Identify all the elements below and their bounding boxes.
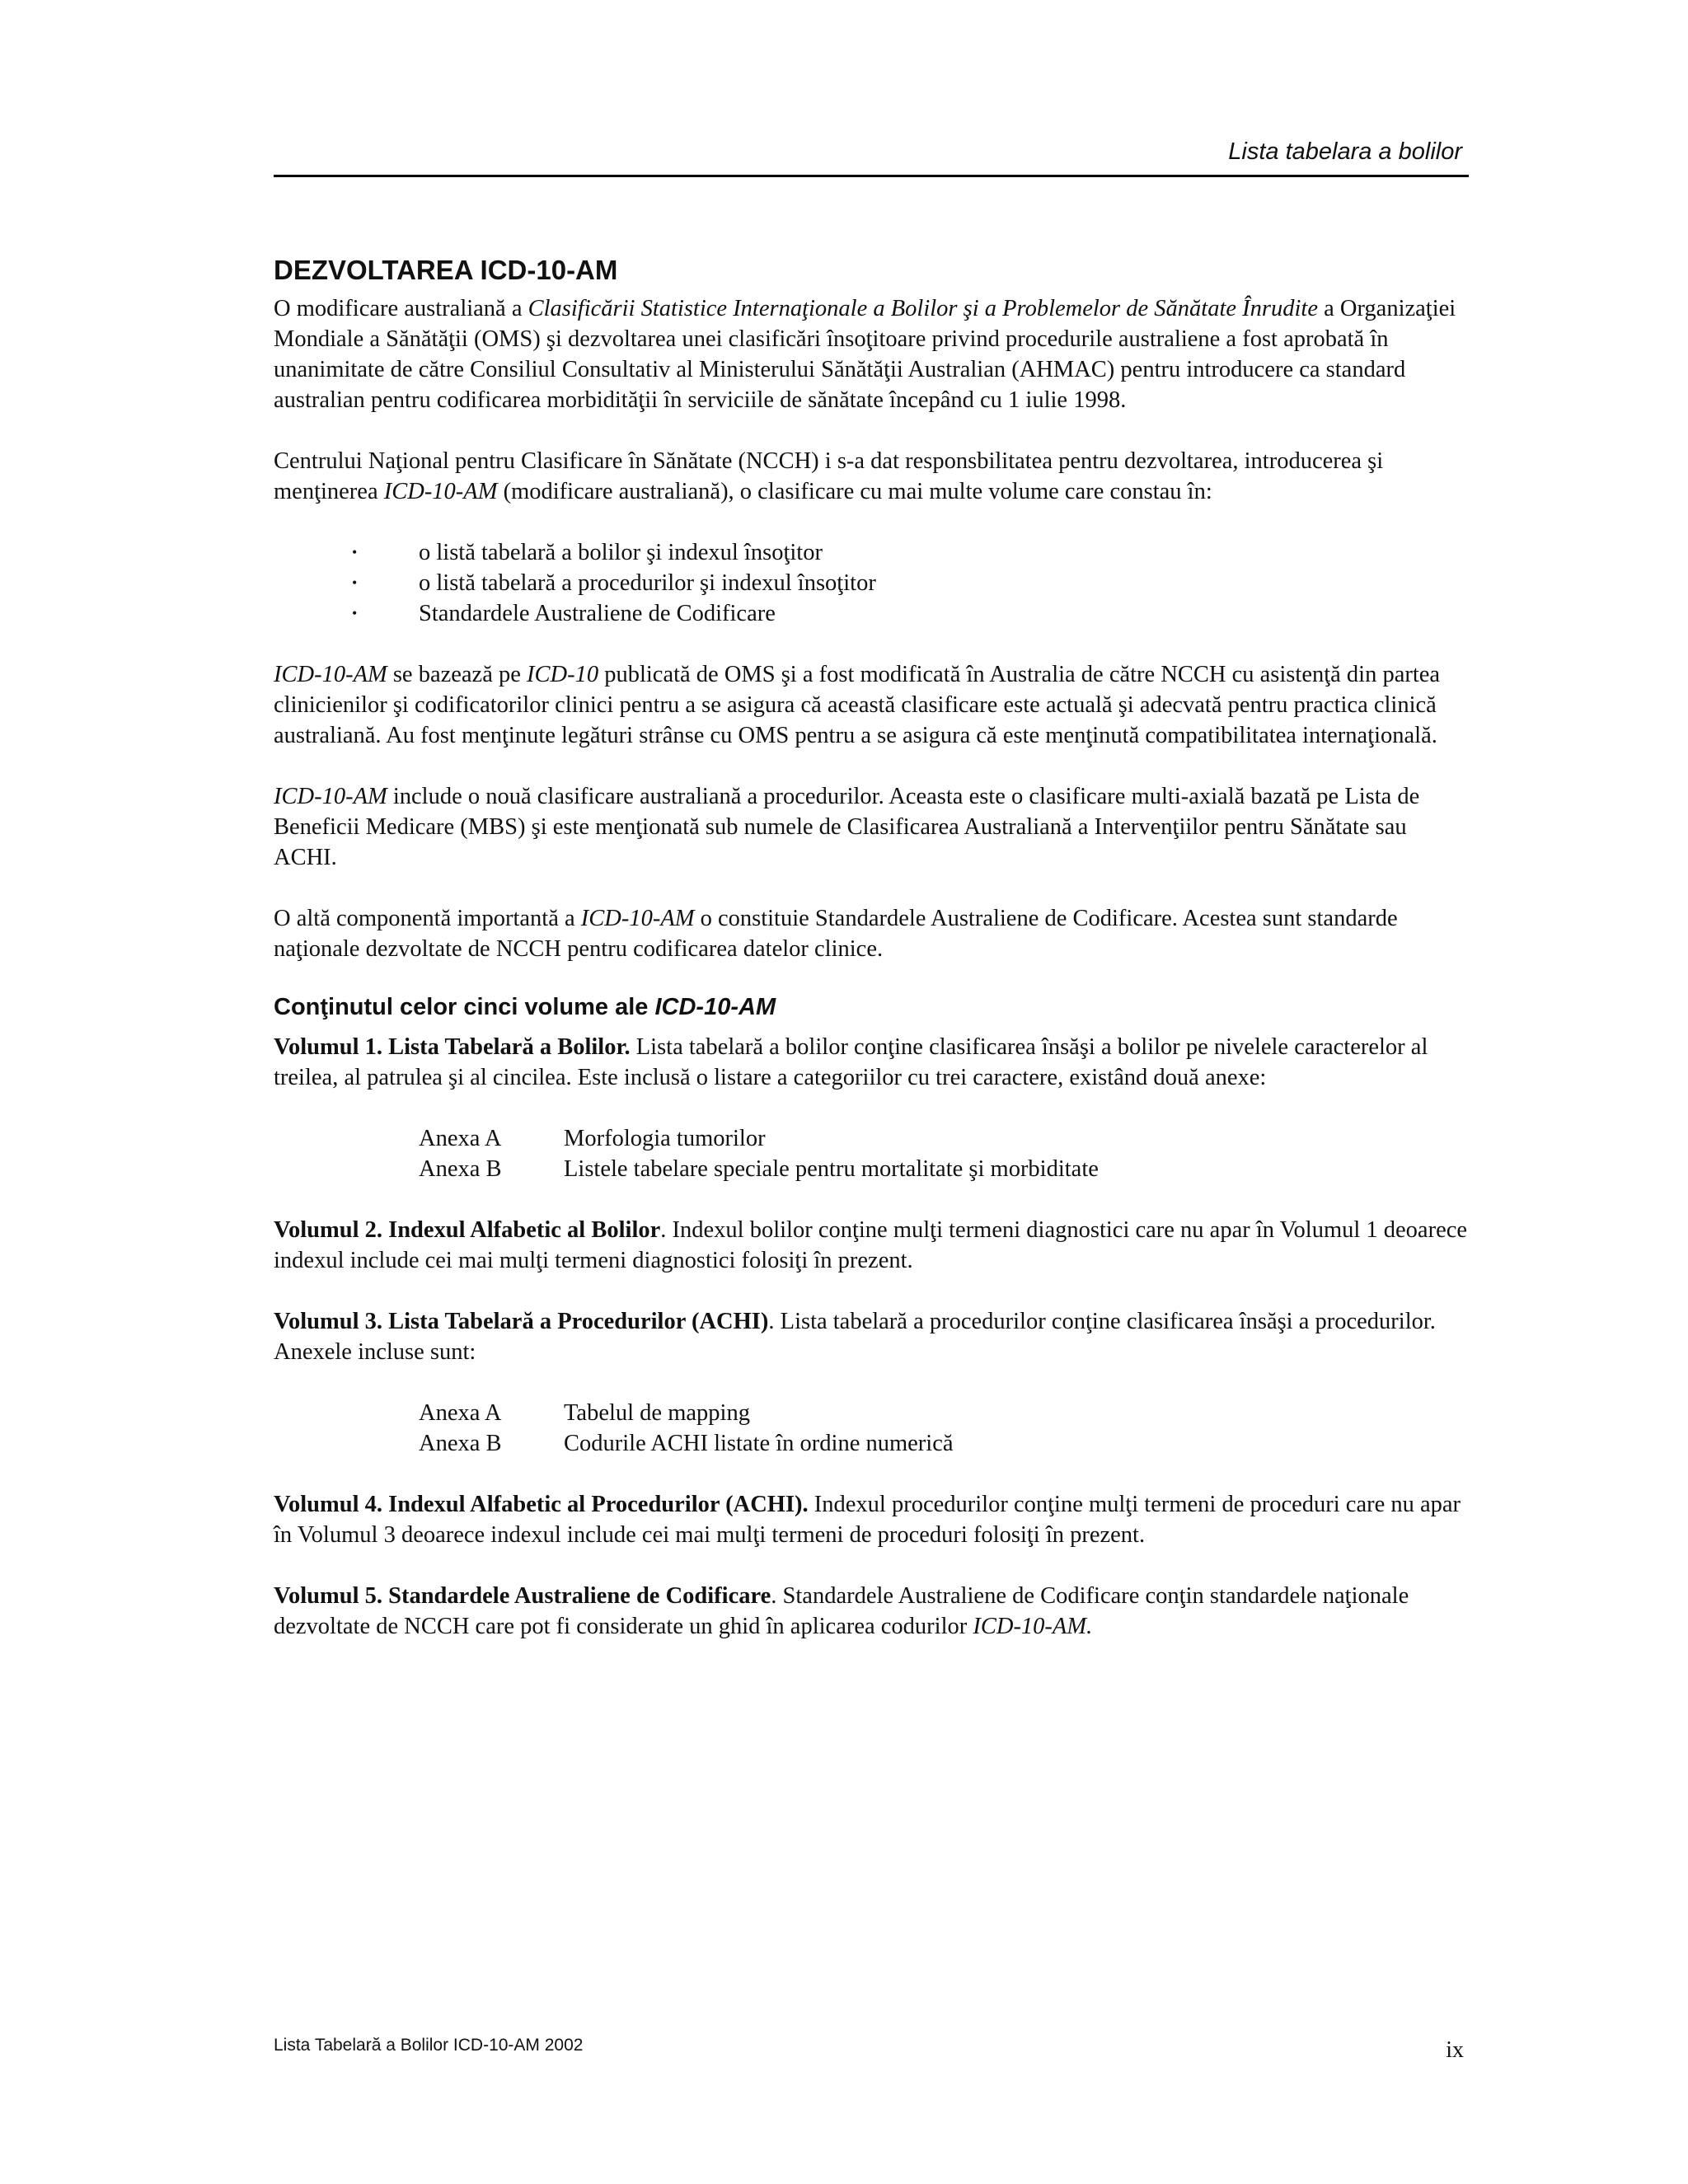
- basis-paragraph: ICD-10-AM se bazează pe ICD-10 publicată de OMS şi a fost modificată în Australia de către NCCH cu asistenţă din partea clinicienilor şi codificatorilor clinici pentru a se asigura că această clasificare este actuală şi adecvată pentru practica clinică australiană. Au fost menţinute legături strânse cu OMS pentru a se asigura că este menţinută compatibilitatea internaţională.: [274, 662, 1441, 748]
- annex-row: Anexa A Morfologia tumorilor: [419, 1126, 766, 1151]
- volume-3-annex-list: [274, 1398, 1469, 1459]
- ncch-paragraph: Centrului Naţional pentru Clasificare în Sănătate (NCCH) i s-a dat responsbilitatea pentru dezvoltarea, introducerea şi menţinerea ICD-10-AM (modificare australiană), o clasificare cu mai multe volume care constau în:: [274, 448, 1384, 504]
- volume-4-paragraph: Volumul 4. Indexul Alfabetic al Procedurilor (ACHI). Indexul procedurilor conţine mulţi termeni de proceduri care nu apar în Volumul 3 deoarece indexul include cei mai mulţi termeni de proceduri folosiţi în prezent.: [274, 1492, 1461, 1548]
- bullet-icon: •: [352, 605, 358, 621]
- volume-3-title: Volumul 3. Lista Tabelară a Procedurilor (ACHI): [274, 1309, 769, 1334]
- icd-reference: ICD-10-AM: [383, 479, 498, 504]
- page-footer: [274, 2036, 1469, 2069]
- list-item: • o listă tabelară a procedurilor şi indexul însoţitor: [419, 568, 1469, 598]
- list-item: • Standardele Australiene de Codificare: [419, 598, 1469, 629]
- bullet-icon: •: [352, 574, 358, 591]
- page-content: [274, 254, 1469, 1672]
- bullet-icon: •: [352, 544, 358, 560]
- volume-5-paragraph: Volumul 5. Standardele Australiene de Codificare. Standardele Australiene de Codificare conţin standardele naţionale dezvoltate de NCCH care pot fi considerate un ghid în aplicarea codurilor ICD-10-AM.: [274, 1583, 1409, 1639]
- volume-2-title: Volumul 2. Indexul Alfabetic al Bolilor: [274, 1217, 661, 1243]
- footer-text: Lista Tabelară a Bolilor ICD-10-AM 2002: [274, 2036, 584, 2055]
- annex-row: Anexa A Tabelul de mapping: [419, 1400, 750, 1426]
- volume-1-title: Volumul 1. Lista Tabelară a Bolilor.: [274, 1034, 631, 1060]
- standards-paragraph: O altă componentă importantă a ICD-10-AM o constituie Standardele Australiene de Codificare. Acestea sunt standarde naţionale dezvoltate de NCCH pentru codificarea datelor clinice.: [274, 906, 1398, 962]
- running-header-title: Lista tabelara a bolilor: [1228, 138, 1462, 165]
- list-item: • o listă tabelară a bolilor şi indexul însoţitor: [419, 537, 1469, 568]
- volume-5-title: Volumul 5. Standardele Australiene de Codificare: [274, 1583, 771, 1609]
- volume-1-paragraph: Volumul 1. Lista Tabelară a Bolilor. Lista tabelară a bolilor conţine clasificarea însăşi a bolilor pe nivelele caracterelor al treilea, al patrulea şi al cincilea. Este inclusă o listare a categoriilor cu trei caractere, existând două anexe:: [274, 1034, 1428, 1090]
- page-header: [274, 137, 1469, 177]
- intro-paragraph: O modificare australiană a Clasificării Statistice Internaţionale a Bolilor şi a Problemelor de Sănătate Înrudite a Organizaţiei Mondiale a Sănătăţii (OMS) şi dezvoltarea unei clasificări însoţitoare privind procedurile australiene a fost aprobată în unanimitate de către Consiliul Consultativ al Ministerului Sănătăţii Australian (AHMAC) pentru introducere ca standard australian pentru codificarea morbidităţii în serviciile de sănătate începând cu 1 iulie 1998.: [274, 296, 1456, 413]
- annex-row: Anexa B Listele tabelare speciale pentru mortalitate şi morbiditate: [419, 1156, 1099, 1182]
- volume-4-title: Volumul 4. Indexul Alfabetic al Procedurilor (ACHI).: [274, 1492, 809, 1517]
- volume-3-paragraph: Volumul 3. Lista Tabelară a Procedurilor (ACHI). Lista tabelară a procedurilor conţine clasificarea însăşi a procedurilor. Anexele incluse sunt:: [274, 1309, 1436, 1365]
- annex-row: Anexa B Codurile ACHI listate în ordine numerică: [419, 1431, 954, 1456]
- section-title: DEZVOLTAREA ICD-10-AM: [274, 255, 618, 285]
- volume-bullet-list: [274, 537, 1469, 629]
- classification-title: Clasificării Statistice Internaţionale a Bolilor şi a Problemelor de Sănătate Înrudite: [528, 296, 1318, 321]
- volume-2-paragraph: Volumul 2. Indexul Alfabetic al Bolilor. Indexul bolilor conţine mulţi termeni diagnostici care nu apar în Volumul 1 deoarece indexul include cei mai mulţi termeni diagnostici folosiţi în prezent.: [274, 1217, 1468, 1273]
- procedures-paragraph: ICD-10-AM include o nouă clasificare australiană a procedurilor. Aceasta este o clasificare multi-axială bazată pe Lista de Beneficii Medicare (MBS) şi este menţionată sub numele de Clasificarea Australiană a Intervenţiilor pentru Sănătate sau ACHI.: [274, 784, 1420, 870]
- subsection-title: Conţinutul celor cinci volume ale ICD-10-AM: [274, 994, 776, 1020]
- volume-1-annex-list: [274, 1123, 1469, 1184]
- page-number: ix: [1446, 2037, 1464, 2063]
